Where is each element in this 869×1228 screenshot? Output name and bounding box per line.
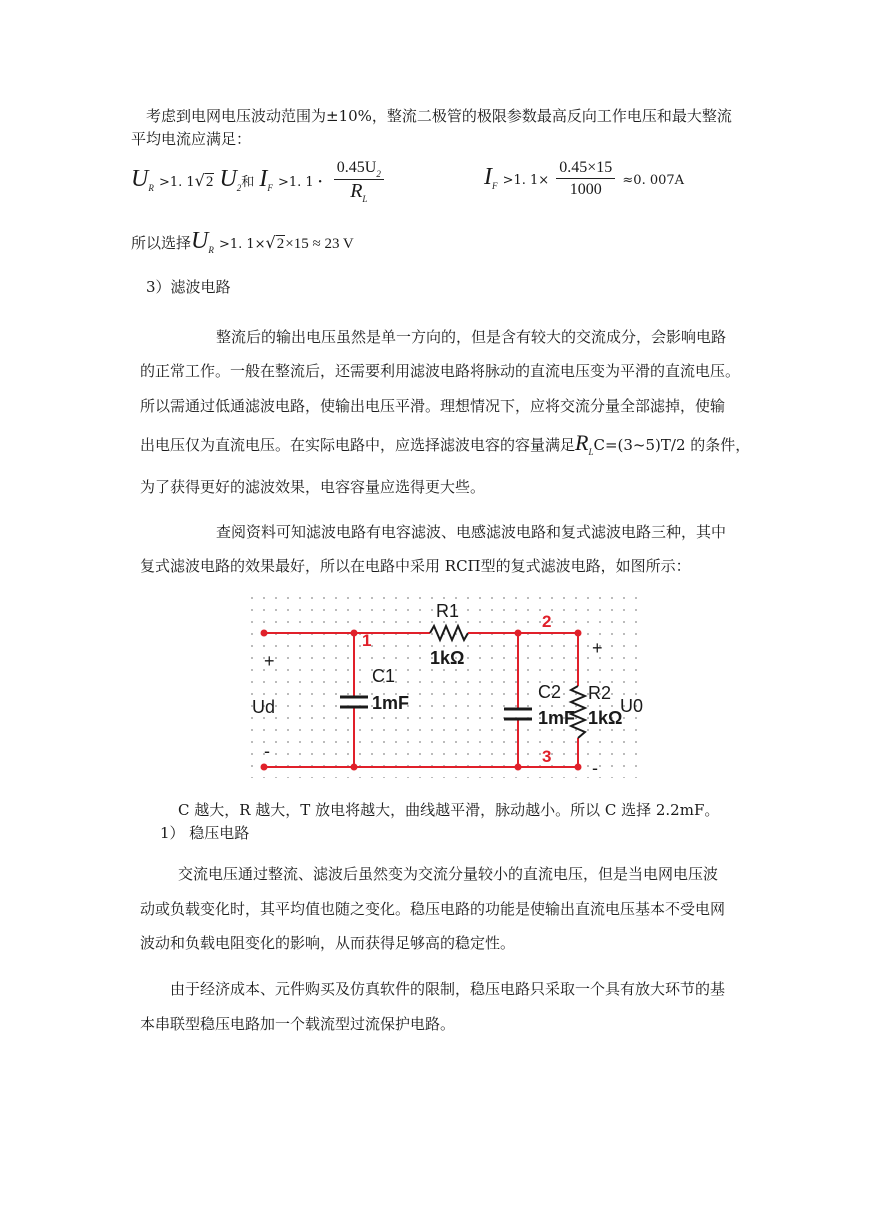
prefix-text: 所以选择: [131, 234, 192, 252]
subscript-2: 2: [236, 183, 242, 193]
output-minus-sign: -: [592, 758, 598, 778]
node-3-label: 3: [542, 747, 552, 766]
inequality-text-2: >1. 1・: [277, 175, 327, 190]
node-1-label: 1: [362, 631, 372, 650]
paragraph-3-line-1: 查阅资料可知滤波电路有电容滤波、电感滤波电路和复式滤波电路三种，其中: [216, 523, 727, 541]
subscript-f: F: [492, 181, 498, 191]
inequality-text: >1. 1: [158, 175, 195, 190]
inequality-text: >1. 1×: [218, 237, 266, 252]
section-heading-filter: 3）滤波电路: [146, 278, 231, 296]
inequality-text: >1. 1×: [502, 173, 550, 188]
formula-ur-selection: [131, 228, 354, 255]
subscript-r: R: [148, 183, 154, 193]
symbol-u2: U: [219, 166, 237, 192]
fraction-045x15-over-1000: $\frac{0.45\times 15}{1000}$: [556, 158, 615, 201]
formula-diode-limits: [131, 158, 386, 205]
symbol-u: U: [131, 166, 149, 192]
paragraph-4-line-1: 交流电压通过整流、滤波后虽然变为交流分量较小的直流电压，但是当电网电压波: [178, 865, 719, 883]
paragraph-5-line-1: 由于经济成本、元件购买及仿真软件的限制，稳压电路只采取一个具有放大环节的基: [170, 980, 726, 998]
paragraph-2-line-5: 为了获得更好的滤波效果，电容容量应选得更大些。: [140, 478, 486, 496]
rest-text: ×15 ≈ 23 V: [285, 236, 354, 252]
section-heading-regulator: 1） 稳压电路: [160, 824, 250, 842]
paragraph-2-line-1: 整流后的输出电压虽然是单一方向的，但是含有较大的交流成分，会影响电路: [216, 328, 727, 346]
paragraph-4-line-2: 动或负载变化时，其平均值也随之变化。稳压电路的功能是使输出直流电压基本不受电网: [140, 900, 726, 918]
formula-if-calc: [484, 158, 684, 201]
sqrt-2: √2: [194, 171, 214, 190]
paragraph-1-line-2: 平均电流应满足：: [131, 130, 252, 148]
paragraph-5-line-2: 本串联型稳压电路加一个载流型过流保护电路。: [140, 1015, 456, 1033]
symbol-u: U: [191, 228, 209, 254]
input-label-ud: Ud: [252, 697, 276, 717]
result-text: ≈0. 007A: [622, 173, 685, 188]
paragraph-2-line-3: 所以需通过低通滤波电路，使输出电压平滑。理想情况下，应将交流分量全部滤掉，使输: [140, 397, 726, 415]
input-minus-sign: -: [264, 741, 270, 761]
c1-name-label: C1: [372, 666, 396, 686]
symbol-i: I: [259, 166, 268, 192]
node-2-label: 2: [542, 612, 552, 631]
input-plus-sign: +: [264, 651, 275, 671]
subscript-r: R: [208, 245, 214, 255]
c1-value-label: 1mF: [372, 693, 410, 713]
sqrt-2: √2: [265, 233, 285, 252]
r2-name-label: R2: [588, 683, 612, 703]
r1-name-label: R1: [436, 601, 460, 621]
symbol-rl: R: [575, 430, 589, 455]
and-text: 和: [241, 175, 255, 190]
fraction-045u2-over-rl: $\frac{0.45U_2}{R_L}$: [334, 158, 384, 205]
subscript-f: F: [267, 183, 273, 193]
paragraph-4-line-3: 波动和负载电阻变化的影响，从而获得足够高的稳定性。: [140, 934, 516, 952]
grid-background: [250, 596, 645, 778]
c2-value-label: 1mF: [538, 708, 576, 728]
r2-value-label: 1kΩ: [588, 708, 623, 728]
r1-value-label: 1kΩ: [430, 648, 465, 668]
paragraph-2-line-4: 出电压仅为直流电压。在实际电路中，应选择滤波电容的容量满足$R_LC=(3\sim 5)T/2$ 的条件，: [140, 430, 751, 457]
symbol-i: I: [484, 164, 492, 190]
paragraph-2-line-2: 的正常工作。一般在整流后，还需要利用滤波电路将脉动的直流电压变为平滑的直流电压。: [140, 362, 741, 380]
output-label-u0: U0: [620, 696, 644, 716]
paragraph-3-line-2: 复式滤波电路的效果最好，所以在电路中采用 RCΠ型的复式滤波电路，如图所示：: [140, 557, 691, 575]
paragraph-1-line-1: 考虑到电网电压波动范围为±10%，整流二极管的极限参数最高反向工作电压和最大整流: [146, 107, 732, 125]
capacitor-choice-text: C 越大，R 越大，T 放电将越大，曲线越平滑，脉动越小。所以 C 选择 2.2mF。: [178, 801, 720, 819]
output-plus-sign: +: [592, 638, 603, 658]
c2-name-label: C2: [538, 682, 562, 702]
rc-pi-filter-circuit: [250, 596, 645, 778]
